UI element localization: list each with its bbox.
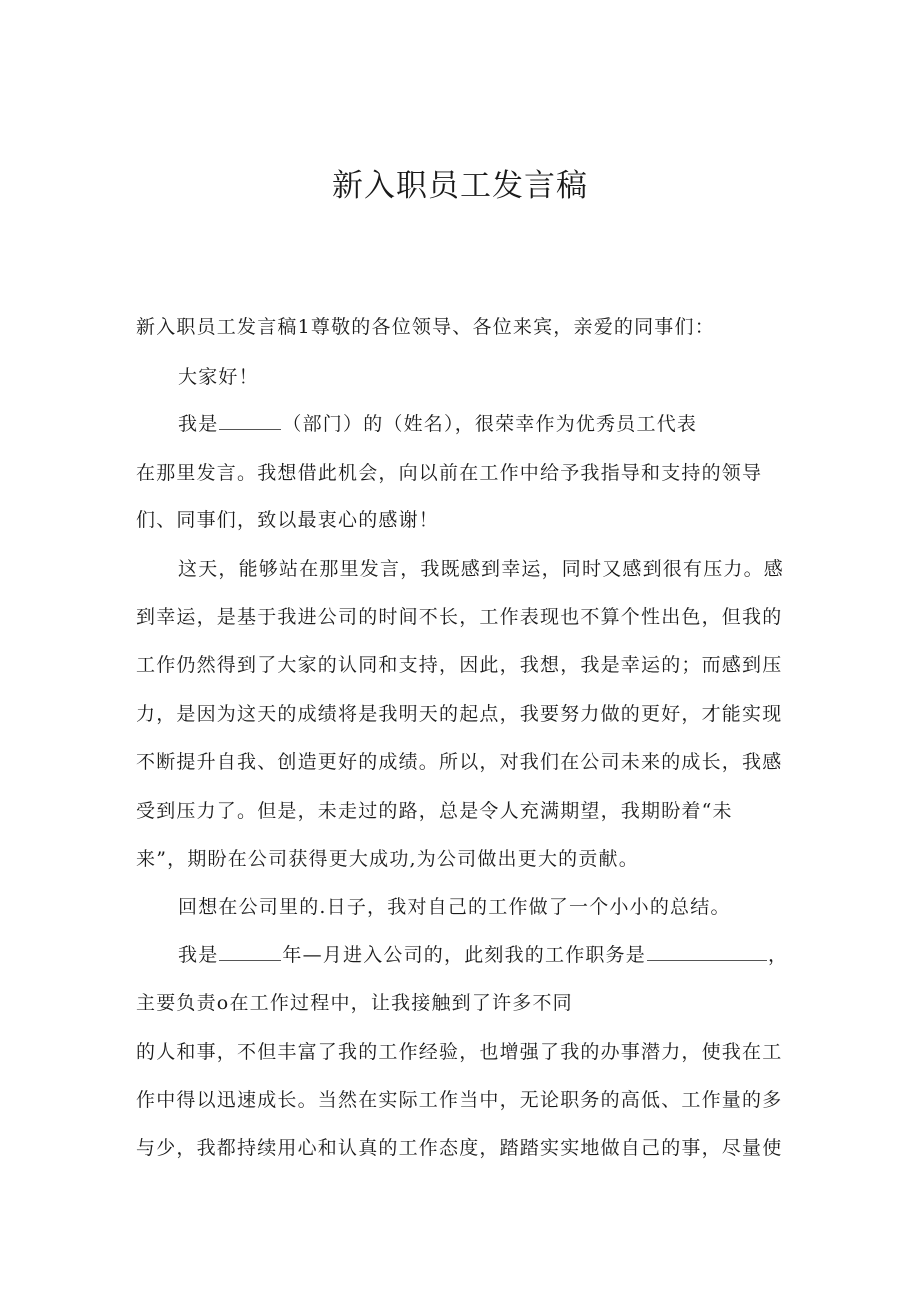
fill-in-blank (647, 942, 767, 961)
text-line: 与少，我都持续用心和认真的工作态度，踏踏实实地做自己的事，尽量使 (136, 1137, 783, 1159)
text-segment: 我是 (178, 944, 219, 966)
document-title: 新入职员工发言稿 (332, 168, 588, 204)
text-line: 受到压力了。但是，未走过的路，总是令人充满期望，我期盼着“未 (136, 800, 733, 822)
text-line: 在那里发言。我想借此机会，向以前在工作中给予我指导和支持的领导 (136, 462, 763, 484)
fill-in-blank (219, 942, 281, 961)
text-line: 们、同事们，致以最衷心的感谢！ (136, 509, 440, 531)
text-line: 到幸运，是基于我进公司的时间不长，工作表现也不算个性出色，但我的 (136, 606, 783, 628)
text-line: 主要负责o在工作过程中，让我接触到了许多不同 (136, 992, 573, 1014)
text-line: 力，是因为这天的成绩将是我明天的起点，我要努力做的更好，才能实现 (136, 703, 783, 725)
text-line: 这天，能够站在那里发言，我既感到幸运，同时又感到很有压力。感 (178, 558, 785, 580)
text-line: 回想在公司里的.日子，我对自己的工作做了一个小小的总结。 (178, 896, 731, 918)
text-segment: 年—月进入公司的，此刻我的工作职务是 (282, 944, 647, 966)
text-segment: ， (768, 944, 789, 966)
text-line (178, 411, 828, 437)
text-line: 来”，期盼在公司获得更大成功,为公司做出更大的贡献。 (136, 848, 639, 870)
text-segment: （部门）的（姓名），很荣幸作为优秀员工代表 (282, 413, 698, 435)
text-line: 新入职员工发言稿1尊敬的各位领导、各位来宾，亲爱的同事们： (136, 316, 715, 338)
text-line: 工作仍然得到了大家的认同和支持，因此，我想，我是幸运的；而感到压 (136, 654, 783, 676)
text-line: 大家好！ (178, 366, 259, 388)
text-line: 不断提升自我、创造更好的成绩。所以，对我们在公司未来的成长，我感 (136, 751, 783, 773)
text-line: 的人和事，不但丰富了我的工作经验，也增强了我的办事潜力，使我在工 (136, 1041, 783, 1063)
text-line (178, 942, 828, 968)
fill-in-blank (219, 411, 281, 430)
text-segment: 我是 (178, 413, 219, 435)
text-line: 作中得以迅速成长。当然在实际工作当中，无论职务的高低、工作量的多 (136, 1089, 783, 1111)
